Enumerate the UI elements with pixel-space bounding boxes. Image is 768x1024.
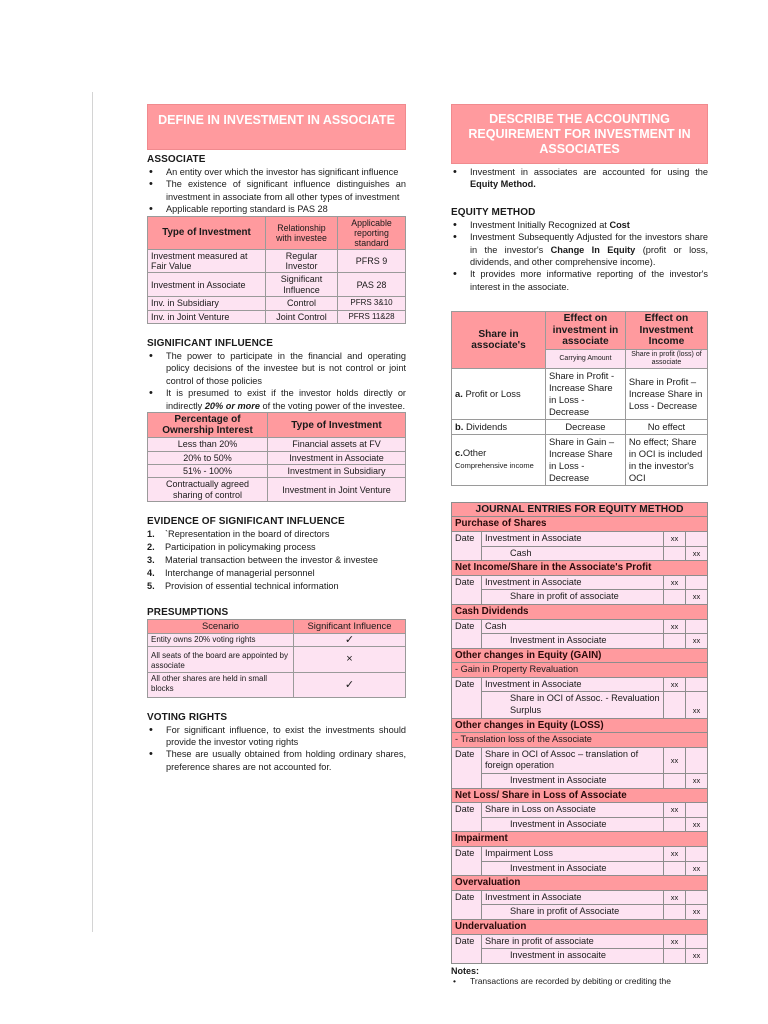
credit-account: Share in profit of Associate [482, 905, 664, 920]
table-cell: PAS 28 [338, 273, 406, 297]
journal-section-subtitle: - Translation loss of the Associate [452, 733, 708, 748]
debit-amount-empty [664, 774, 686, 789]
debit-amount: xx [664, 575, 686, 590]
table-row [148, 310, 406, 323]
journal-section-row [452, 876, 708, 891]
table-cell: Financial assets at FV [268, 438, 406, 451]
journal-entry-row [452, 634, 708, 649]
table-row [148, 273, 406, 297]
evidence-list [147, 528, 406, 593]
point-text: Investment Subsequently Adjusted for the investors share in the investor's [470, 232, 708, 255]
list-item [147, 541, 406, 554]
journal-entry-row [452, 692, 708, 718]
date-cell: Date [452, 747, 482, 788]
journal-section-title: Net Loss/ Share in Loss of Associate [452, 788, 708, 803]
standards-table [147, 216, 406, 324]
date-cell: Date [452, 803, 482, 832]
table-cell: Investment in Associate [148, 273, 266, 297]
list-item [147, 580, 406, 593]
row-prefix: c. [455, 447, 463, 459]
table-cell: Control [266, 297, 338, 310]
date-cell: Date [452, 677, 482, 718]
equity-points [451, 219, 708, 293]
row-prefix: a. [455, 387, 463, 399]
point-text: (profit or loss, dividends, and other comprehensive income). [470, 244, 708, 268]
journal-section-row [452, 919, 708, 934]
table-header: Applicable reporting standard [338, 216, 406, 249]
point-emphasis: Cost [609, 219, 630, 230]
journal-section-row [452, 832, 708, 847]
presumptions-heading: PRESUMPTIONS [147, 607, 229, 619]
debit-account: Share in Loss on Associate [482, 803, 664, 818]
date-cell: Date [452, 619, 482, 648]
table-row [148, 478, 406, 502]
list-item [451, 166, 708, 191]
journal-entry-row [452, 575, 708, 590]
table-header: Scenario [148, 620, 294, 633]
debit-amount: xx [664, 531, 686, 546]
table-cell: PFRS 9 [338, 249, 406, 273]
debit-account: Investment in Associate [482, 531, 664, 546]
table-row [148, 451, 406, 464]
table-header: Relationship with investee [266, 216, 338, 249]
check-icon: ✓ [294, 633, 406, 646]
table-cell: Investment in Associate [268, 451, 406, 464]
row-label: Dividends [465, 420, 508, 432]
table-cell: Significant Influence [266, 273, 338, 297]
journal-entry-row [452, 934, 708, 949]
journal-section-subtitle: - Gain in Property Revaluation [452, 663, 708, 678]
journal-entry-row [452, 890, 708, 905]
journal-section-row [452, 648, 708, 663]
table-cell: Joint Control [266, 310, 338, 323]
row-label: Other [462, 447, 487, 459]
table-cell: Decrease [546, 419, 626, 434]
credit-account: Investment in Associate [482, 817, 664, 832]
credit-amount-empty [686, 677, 708, 692]
credit-amount-empty [686, 747, 708, 773]
credit-amount-empty [686, 890, 708, 905]
table-cell: Contractually agreed sharing of control [148, 478, 268, 502]
journal-entry-row [452, 905, 708, 920]
debit-account: Investment in Associate [482, 890, 664, 905]
check-icon: ✓ [294, 672, 406, 697]
debit-amount-empty [664, 634, 686, 649]
cross-icon: × [294, 646, 406, 672]
debit-amount-empty [664, 817, 686, 832]
credit-amount: xx [686, 692, 708, 718]
debit-amount: xx [664, 747, 686, 773]
credit-account: Share in profit of associate [482, 590, 664, 605]
journal-entry-row [452, 747, 708, 773]
credit-amount-empty [686, 847, 708, 862]
table-row [452, 419, 708, 434]
evidence-heading: EVIDENCE OF SIGNIFICANT INFLUENCE [147, 516, 345, 528]
journal-section-title: Purchase of Shares [452, 517, 708, 532]
table-header: Effect on Investment Income [625, 312, 707, 350]
voting-heading: VOTING RIGHTS [147, 711, 228, 723]
debit-account: Cash [482, 619, 664, 634]
table-cell: Inv. in Subsidiary [148, 297, 266, 310]
row-sublabel: Comprehensive income [455, 461, 534, 471]
journal-entry-row [452, 949, 708, 964]
journal-title: JOURNAL ENTRIES FOR EQUITY METHOD [452, 502, 708, 517]
item-text: Participation in policymaking process [165, 542, 316, 553]
list-item: • For significant influence, to exist the investments should provide the investor voting rights [147, 724, 406, 749]
associate-points [147, 166, 406, 216]
journal-section-title: Overvaluation [452, 876, 708, 891]
credit-amount-empty [686, 619, 708, 634]
journal-section-row [452, 517, 708, 532]
journal-entry-row [452, 677, 708, 692]
table-header: Significant Influence [294, 620, 406, 633]
item-text: Provision of essential technical information [165, 581, 339, 592]
table-subheader: Share in profit (loss) of associate [625, 349, 707, 368]
row-label: Profit or Loss [465, 387, 521, 399]
debit-amount-empty [664, 949, 686, 964]
credit-amount: xx [686, 861, 708, 876]
credit-amount: xx [686, 546, 708, 561]
list-item [451, 231, 708, 268]
page-margin-line [92, 92, 93, 932]
credit-account: Share in OCI of Assoc. - Revaluation Surplus [482, 692, 664, 718]
list-item: • These are usually obtained from holding ordinary shares, preference shares are not accounted for. [147, 748, 406, 773]
table-row [148, 464, 406, 477]
point-text: Investment Initially Recognized at [470, 219, 607, 230]
item-number: 3. [147, 555, 155, 566]
journal-section-title: Cash Dividends [452, 604, 708, 619]
table-row [452, 434, 708, 485]
table-header: Effect on investment in associate [546, 312, 626, 350]
item-number: 5. [147, 581, 155, 592]
table-header: Type of Investment [148, 216, 266, 249]
journal-section-title: Other changes in Equity (LOSS) [452, 718, 708, 733]
table-cell: Share in Profit – Increase Share in Loss - Decrease [625, 368, 707, 419]
item-number: 1. [147, 529, 155, 540]
associate-heading: ASSOCIATE [147, 154, 206, 165]
presumptions-table [147, 619, 406, 697]
debit-amount: xx [664, 677, 686, 692]
list-item [147, 387, 406, 412]
table-cell: Share in Gain – Increase Share in Loss - Decrease [546, 434, 626, 485]
table-cell: No effect; Share in OCI is included in the investor's OCI [625, 434, 707, 485]
debit-amount-empty [664, 905, 686, 920]
ownership-table [147, 412, 406, 502]
credit-amount-empty [686, 575, 708, 590]
journal-section-row [452, 718, 708, 733]
intro-emphasis: Equity Method. [470, 179, 536, 190]
notes-item: • Transactions are recorded by debiting or crediting the [451, 976, 708, 986]
credit-amount: xx [686, 634, 708, 649]
debit-amount: xx [664, 847, 686, 862]
table-cell [452, 434, 546, 485]
row-prefix: b. [455, 420, 464, 432]
debit-amount: xx [664, 890, 686, 905]
table-cell: Share in Profit - Increase Share in Loss - Decrease [546, 368, 626, 419]
right-column [451, 104, 708, 986]
credit-amount: xx [686, 774, 708, 789]
debit-account: Investment in Associate [482, 575, 664, 590]
table-cell: PFRS 11&28 [338, 310, 406, 323]
table-header: Percentage of Ownership Interest [148, 413, 268, 438]
credit-account: Cash [482, 546, 664, 561]
table-cell: No effect [625, 419, 707, 434]
table-cell: PFRS 3&10 [338, 297, 406, 310]
significant-heading: SIGNIFICANT INFLUENCE [147, 338, 273, 350]
item-number: 4. [147, 568, 155, 579]
list-item [147, 567, 406, 580]
debit-amount: xx [664, 619, 686, 634]
intro-list [451, 166, 708, 191]
effect-table [451, 311, 708, 486]
table-cell: Investment measured at Fair Value [148, 249, 266, 273]
list-item: • It provides more informative reporting of the investor's interest in the associate. [451, 268, 708, 293]
journal-entry-row [452, 546, 708, 561]
table-row [148, 633, 406, 646]
credit-amount-empty [686, 803, 708, 818]
journal-entry-row [452, 774, 708, 789]
notes-label: Notes: [451, 965, 480, 976]
journal-body [452, 517, 708, 963]
credit-amount: xx [686, 590, 708, 605]
credit-amount: xx [686, 817, 708, 832]
left-column [147, 104, 406, 773]
journal-entry-row [452, 619, 708, 634]
item-text: Interchange of managerial personnel [165, 568, 315, 579]
item-text: Material transaction between the investor & investee [165, 555, 378, 566]
table-cell: Regular Investor [266, 249, 338, 273]
date-cell: Date [452, 575, 482, 604]
table-row [148, 646, 406, 672]
table-cell: Investment in Subsidiary [268, 464, 406, 477]
item-number: 2. [147, 542, 155, 553]
debit-amount-empty [664, 861, 686, 876]
emphasis-text: 20% or more [204, 400, 260, 411]
journal-section-row [452, 604, 708, 619]
table-cell: All other shares are held in small blocks [148, 672, 294, 697]
left-banner: DEFINE IN INVESTMENT IN ASSOCIATE [147, 104, 406, 150]
credit-amount: xx [686, 949, 708, 964]
table-cell [452, 368, 546, 419]
table-header: Share in associate's [452, 312, 546, 369]
credit-amount-empty [686, 531, 708, 546]
debit-amount-empty [664, 692, 686, 718]
table-row [148, 297, 406, 310]
journal-subtitle-row [452, 733, 708, 748]
journal-section-title: Net Income/Share in the Associate's Profit [452, 561, 708, 576]
table-cell: Less than 20% [148, 438, 268, 451]
journal-subtitle-row [452, 663, 708, 678]
table-cell: Inv. in Joint Venture [148, 310, 266, 323]
table-header: Type of Investment [268, 413, 406, 438]
table-row [452, 368, 708, 419]
journal-table [451, 502, 708, 964]
journal-section-row [452, 561, 708, 576]
credit-amount-empty [686, 934, 708, 949]
list-item: • The existence of significant influence distinguishes an investment in associate from all other types of investment [147, 178, 406, 203]
debit-amount-empty [664, 590, 686, 605]
list-item: • The power to participate in the financial and operating policy decisions of the investee but is not control or joint control of those policies [147, 350, 406, 387]
credit-account: Investment in assocaite [482, 949, 664, 964]
credit-amount: xx [686, 905, 708, 920]
journal-section-title: Other changes in Equity (GAIN) [452, 648, 708, 663]
list-item [451, 219, 708, 231]
table-row [148, 438, 406, 451]
credit-account: Investment in Associate [482, 634, 664, 649]
debit-account: Share in OCI of Assoc – translation of foreign operation [482, 747, 664, 773]
table-cell: Investment in Joint Venture [268, 478, 406, 502]
table-cell: 51% - 100% [148, 464, 268, 477]
journal-entry-row [452, 817, 708, 832]
journal-section-title: Impairment [452, 832, 708, 847]
table-subheader: Carrying Amount [546, 349, 626, 368]
list-item: • Applicable reporting standard is PAS 28 [147, 203, 406, 215]
journal-entry-row [452, 861, 708, 876]
equity-heading: EQUITY METHOD [451, 206, 536, 218]
debit-account: Share in profit of associate [482, 934, 664, 949]
right-banner: DESCRIBE THE ACCOUNTING REQUIREMENT FOR INVESTMENT IN ASSOCIATES [451, 104, 708, 164]
credit-account: Investment in Associate [482, 861, 664, 876]
point-emphasis: Change In Equity [550, 244, 636, 255]
significant-points [147, 350, 406, 412]
date-cell: Date [452, 531, 482, 560]
debit-amount-empty [664, 546, 686, 561]
intro-text: Investment in associates are accounted for using the [470, 167, 708, 177]
date-cell: Date [452, 934, 482, 963]
table-cell: All seats of the board are appointed by associate [148, 646, 294, 672]
date-cell: Date [452, 890, 482, 919]
table-cell: 20% to 50% [148, 451, 268, 464]
date-cell: Date [452, 847, 482, 876]
table-cell: Entity owns 20% voting rights [148, 633, 294, 646]
journal-section-title: Undervaluation [452, 919, 708, 934]
voting-points [147, 724, 406, 774]
debit-account: Investment in Associate [482, 677, 664, 692]
table-row [148, 672, 406, 697]
debit-amount: xx [664, 934, 686, 949]
journal-section-row [452, 788, 708, 803]
journal-entry-row [452, 590, 708, 605]
credit-account: Investment in Associate [482, 774, 664, 789]
table-cell [452, 419, 546, 434]
debit-amount: xx [664, 803, 686, 818]
journal-entry-row [452, 803, 708, 818]
list-item: • An entity over which the investor has significant influence [147, 166, 406, 178]
debit-account: Impairment Loss [482, 847, 664, 862]
journal-entry-row [452, 531, 708, 546]
item-text: `Representation in the board of directors [165, 529, 330, 540]
significant-point-2: It is presumed to exist if the investor holds directly or indirectly 20% or more of the voting power of the investee. [166, 388, 406, 411]
table-row [148, 249, 406, 273]
list-item [147, 528, 406, 541]
list-item [147, 554, 406, 567]
journal-entry-row [452, 847, 708, 862]
